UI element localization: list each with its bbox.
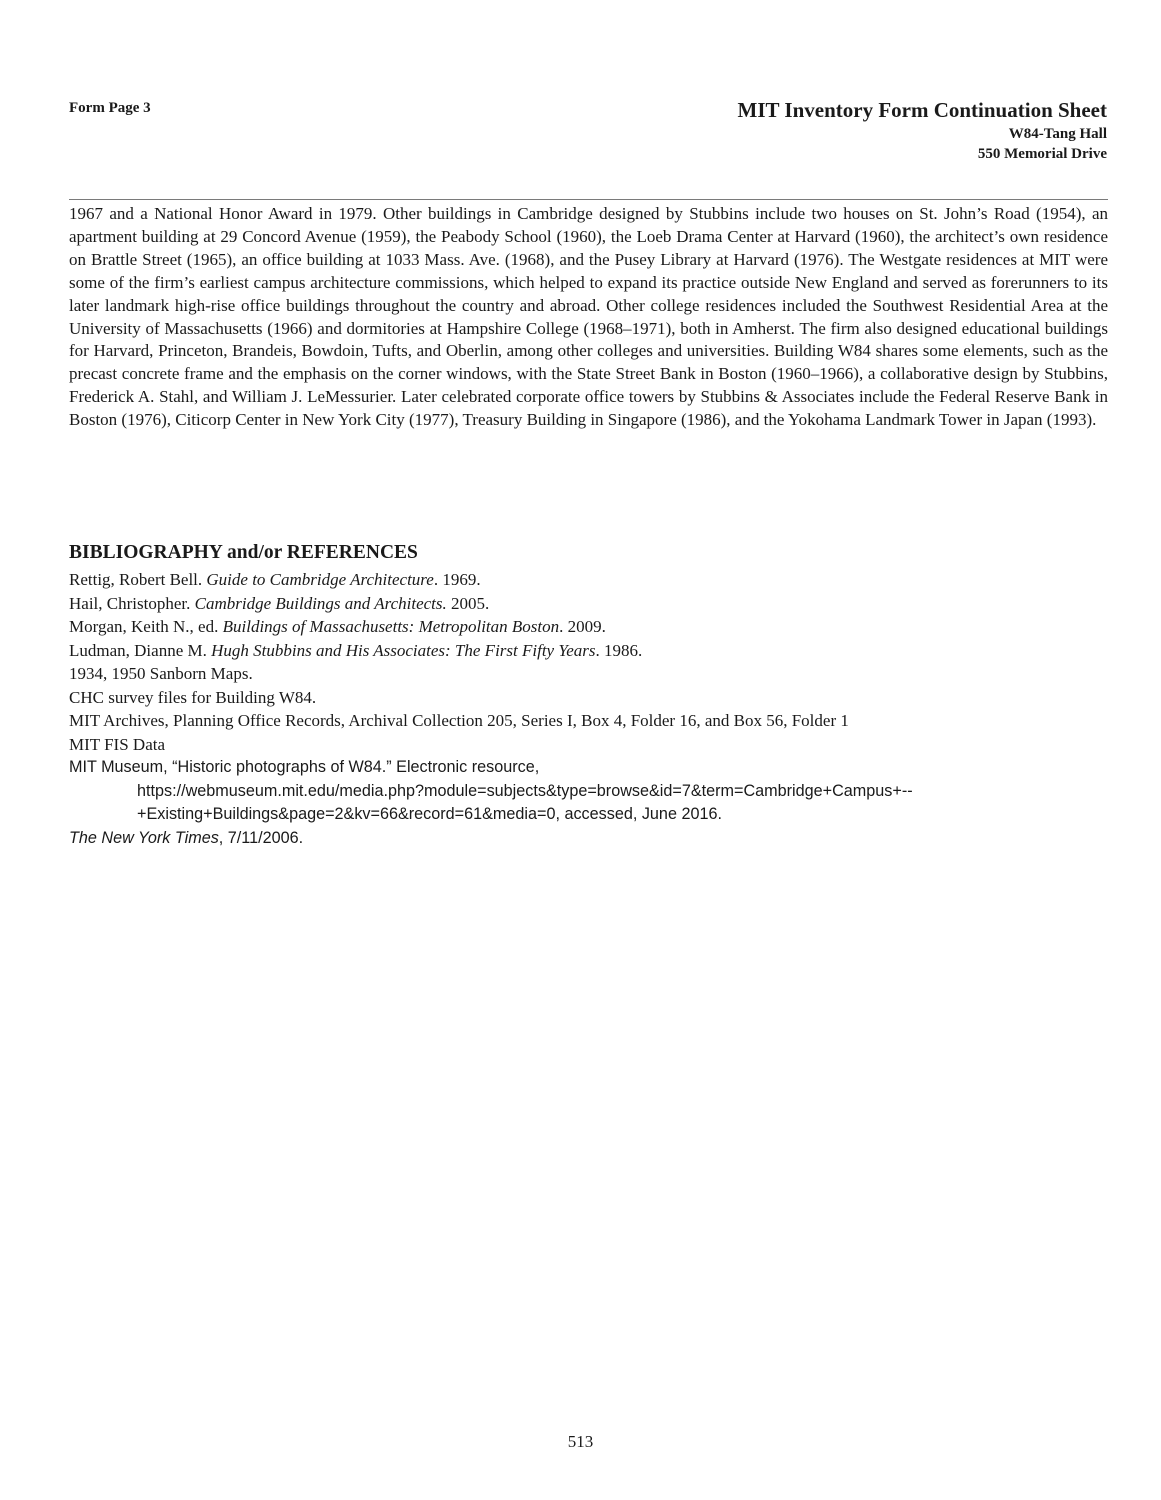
bib-entry: MIT Museum, “Historic photographs of W84.” Electronic resource, bbox=[69, 758, 540, 776]
bib-entry bbox=[69, 827, 1108, 851]
bib-entry bbox=[69, 592, 1108, 616]
bib-year: 2005. bbox=[446, 593, 490, 613]
sheet-title: MIT Inventory Form Continuation Sheet bbox=[737, 98, 1107, 122]
bib-author: Rettig, Robert Bell. bbox=[69, 570, 207, 589]
form-page-label: Form Page 3 bbox=[69, 100, 151, 116]
building-name: W84-Tang Hall bbox=[1008, 126, 1107, 142]
bib-entry bbox=[69, 568, 1108, 592]
building-address: 550 Memorial Drive bbox=[977, 146, 1107, 162]
page-header bbox=[738, 96, 1107, 164]
bib-date: , 7/11/2006. bbox=[218, 828, 304, 847]
bib-year: . 2009. bbox=[559, 617, 606, 636]
page-number: 513 bbox=[567, 1432, 594, 1451]
bib-url-line: https://webmuseum.mit.edu/media.php?module=subjects&type=browse&id=7&term=Cambridge+Campus+-- bbox=[137, 781, 913, 800]
bib-year: . 1986. bbox=[595, 640, 643, 660]
bib-entry: CHC survey files for Building W84. bbox=[69, 687, 317, 707]
bib-title: Cambridge Buildings and Architects. bbox=[194, 593, 447, 613]
bib-title: Hugh Stubbins and His Associates: The First Fifty Years bbox=[211, 640, 596, 660]
bib-year: . 1969. bbox=[433, 570, 481, 589]
bib-title: Guide to Cambridge Architecture bbox=[206, 570, 434, 589]
bib-author: Hail, Christopher. bbox=[69, 593, 195, 613]
bib-entry: MIT Archives, Planning Office Records, Archival Collection 205, Series I, Box 4, Folder 16, and Box 56, Folder 1 bbox=[69, 711, 849, 730]
bibliography-heading: BIBLIOGRAPHY and/or REFERENCES bbox=[69, 542, 418, 563]
bib-author: Morgan, Keith N., ed. bbox=[69, 617, 223, 636]
bib-entry: MIT FIS Data bbox=[69, 734, 166, 754]
bib-entry: 1934, 1950 Sanborn Maps. bbox=[69, 664, 253, 683]
bibliography-list bbox=[69, 568, 1108, 850]
bib-author: Ludman, Dianne M. bbox=[69, 640, 212, 660]
bib-entry bbox=[69, 615, 1108, 639]
header-divider bbox=[69, 199, 1108, 200]
body-paragraph: 1967 and a National Honor Award in 1979. Other buildings in Cambridge designed by Stubbins include two houses on St. John’s Road (1954), an apartment building at 29 Concord Avenue (1959), the Peabody School (1960), the Loeb Drama Center at Harvard (1960), the architect’s own residence on Brattle Street (1965), an office building at 1033 Mass. Ave. (1968), and the Pusey Library at Harvard (1976). The Westgate residences at MIT were some of the firm’s earliest campus architecture commissions, which helped to expand its practice outside New England and served as forerunners to its later landmark high-rise office buildings throughout the country and abroad. Other college residences included the Southwest Residential Area at the University of Massachusetts (1966) and dormitories at Hampshire College (1968–1971), both in Amherst. The firm also designed educational buildings for Harvard, Princeton, Brandeis, Bowdoin, Tufts, and Oberlin, among other colleges and universities. Building W84 shares some elements, such as the precast concrete frame and the emphasis on the corner windows, with the State Street Bank in Boston (1960–1966), a collaborative design by Stubbins, Frederick A. Stahl, and William J. LeMessurier. Later celebrated corporate office towers by Stubbins & Associates include the Federal Reserve Bank in Boston (1976), Citicorp Center in New York City (1977), Treasury Building in Singapore (1986), and the Yokohama Landmark Tower in Japan (1993). bbox=[69, 204, 1108, 430]
bib-url-line: +Existing+Buildings&page=2&kv=66&record=61&media=0, accessed, June 2016. bbox=[137, 805, 722, 823]
bib-title: Buildings of Massachusetts: Metropolitan Boston bbox=[222, 617, 560, 636]
bib-entry bbox=[69, 639, 1108, 663]
bib-title: The New York Times bbox=[69, 828, 219, 847]
